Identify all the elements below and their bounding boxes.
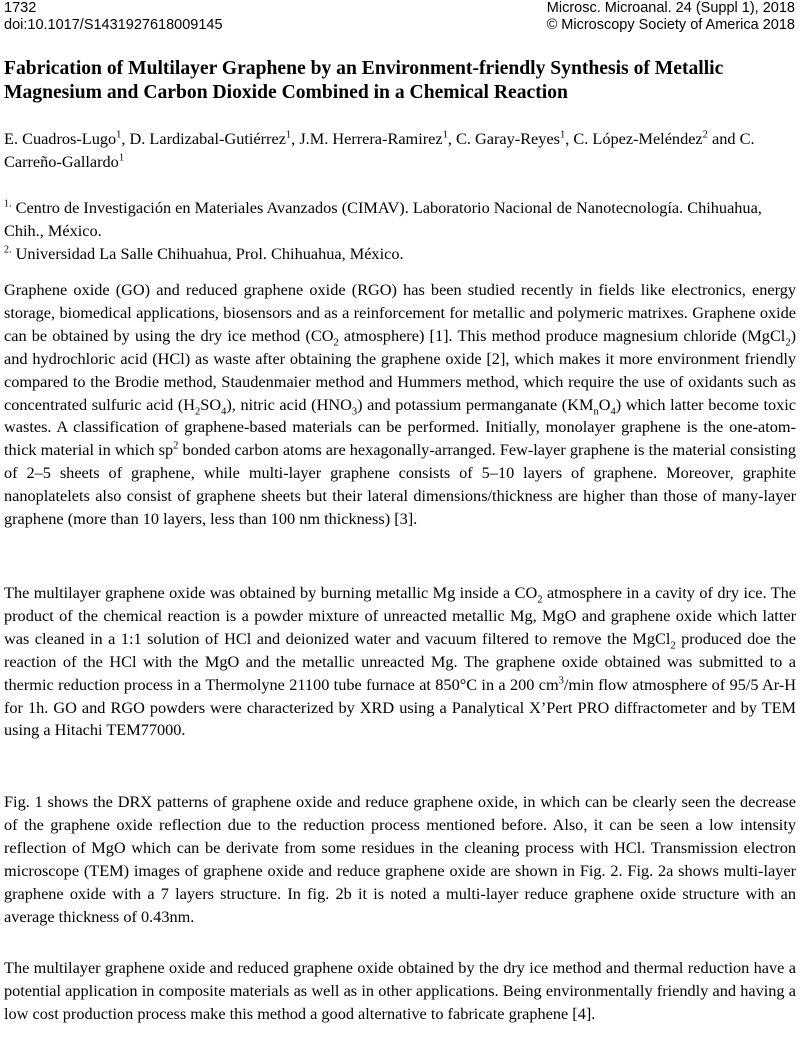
author: D. Lardizabal-Gutiérrez$^1$ [129,129,292,148]
author: C. Garay-Reyes$^1$ [456,129,566,148]
body-paragraph-methods: The multilayer graphene oxide was obtained by burning metallic Mg inside a $CO_2$ atmosphere in a cavity of dry ice. The product of the chemical reaction is a powder mixture of unreacted metallic Mg, MgO and graphene oxide which latter was cleaned in a 1:1 solution of HCl and deionized water and vacuum filtered to remove the MgCl$_2$ produced doe the reaction of the HCl with the MgO and the metallic unreacted Mg. The graphene oxide obtained was submitted to a thermic reduction process in a Thermolyne 21100 tube furnace at 850°C in a 200 $cm^3/\min$ flow atmosphere of 95/5 Ar-H for 1h. GO and RGO powders were characterized by XRD using a Panalytical X’Pert PRO diffractometer and by TEM using a Hitachi TEM77000. [4,583,796,740]
affiliation-list [4,196,796,265]
author: C. López-Meléndez$^2$ [573,129,708,148]
paper-title: Fabrication of Multilayer Graphene by an Environment-friendly Synthesis of Metallic Magnesium and Carbon Dioxide Combined in a Chemical Reaction [4,58,724,103]
author-list: E. Cuadros-Lugo$^1$, D. Lardizabal-Gutiérrez$^1$, J.M. Herrera-Ramirez$^1$, C. Garay-Reyes$^1$, C. López-Meléndez$^2$ and C. Carreño-Gallardo$^1$ [4,129,755,171]
body-paragraph-introduction: Graphene oxide (GO) and reduced graphene oxide (RGO) has been studied recently in fields like electronics, energy storage, biomedical applications, biosensors and as a reinforcement for metallic and polymeric matrixes. Graphene oxide can be obtained by using the dry ice method ($CO_2$ atmosphere) [1]. This method produce magnesium chloride (MgCl$_2$) and hydrochloric acid (HCl) as waste after obtaining the graphene oxide [2], which makes it more environment friendly compared to the Brodie method, Staudenmaier method and Hummers method, which require the use of oxidants such as concentrated sulfuric acid $(H_2SO_4)$, nitric acid $(HNO_3)$ and potassium permanganate $(KM_nO_4)$ which latter become toxic wastes. A classification of graphene-based materials can be performed. Initially, monolayer graphene is the one-atom-thick material in which $sp^2$ bonded carbon atoms are hexagonally-arranged. Few-layer graphene is the material consisting of 2–5 sheets of graphene, while multi-layer graphene consists of 5–10 layers of graphene. Moreover, graphite nanoplatelets also consist of graphene sheets but their lateral dimensions/thickness are higher than those of many-layer graphene (more than 10 layers, less than 100 nm thickness) [3]. [4,280,797,529]
body-paragraph-results: Fig. 1 shows the DRX patterns of graphene oxide and reduce graphene oxide, in which can be clearly seen the decrease of the graphene oxide reflection due to the reduction process mentioned before. Also, it can be seen a low intensity reflection of MgO which can be derivate from some residues in the cleaning process with HCl. Transmission electron microscope (TEM) images of graphene oxide and reduce graphene oxide are shown in Fig. 2. Fig. 2a shows multi-layer graphene oxide with a 7 layers structure. In fig. 2b it is noted a multi-layer reduce graphene oxide structure with an average thickness of 0.43nm. [4,792,796,926]
author: J.M. Herrera-Ramirez$^1$ [299,129,448,148]
author: C. Carreño-Gallardo$^1$ [4,129,755,171]
affiliation: $^{1.}$ Centro de Investigación en Materiales Avanzados (CIMAV). Laboratorio Nacional de Nanotecnología. Chihuahua, Chih., México. [4,198,762,240]
page-number: 1732 [4,0,37,16]
affiliation: $^{2.}$ Universidad La Salle Chihuahua, Prol. Chihuahua, México. [4,244,404,263]
copyright: © Microscopy Society of America 2018 [546,17,795,33]
doi[interactable]: doi:10.1017/S1431927618009145 [4,17,223,33]
author: E. Cuadros-Lugo$^1$ [4,129,122,148]
body-paragraph-conclusion: The multilayer graphene oxide and reduced graphene oxide obtained by the dry ice method and thermal reduction have a potential application in composite materials as well as in other applications. Being environmentally friendly and having a low cost production process make this method a good alternative to fabricate graphene [4]. [4,958,796,1023]
journal-citation: Microsc. Microanal. 24 (Suppl 1), 2018 [546,0,795,16]
